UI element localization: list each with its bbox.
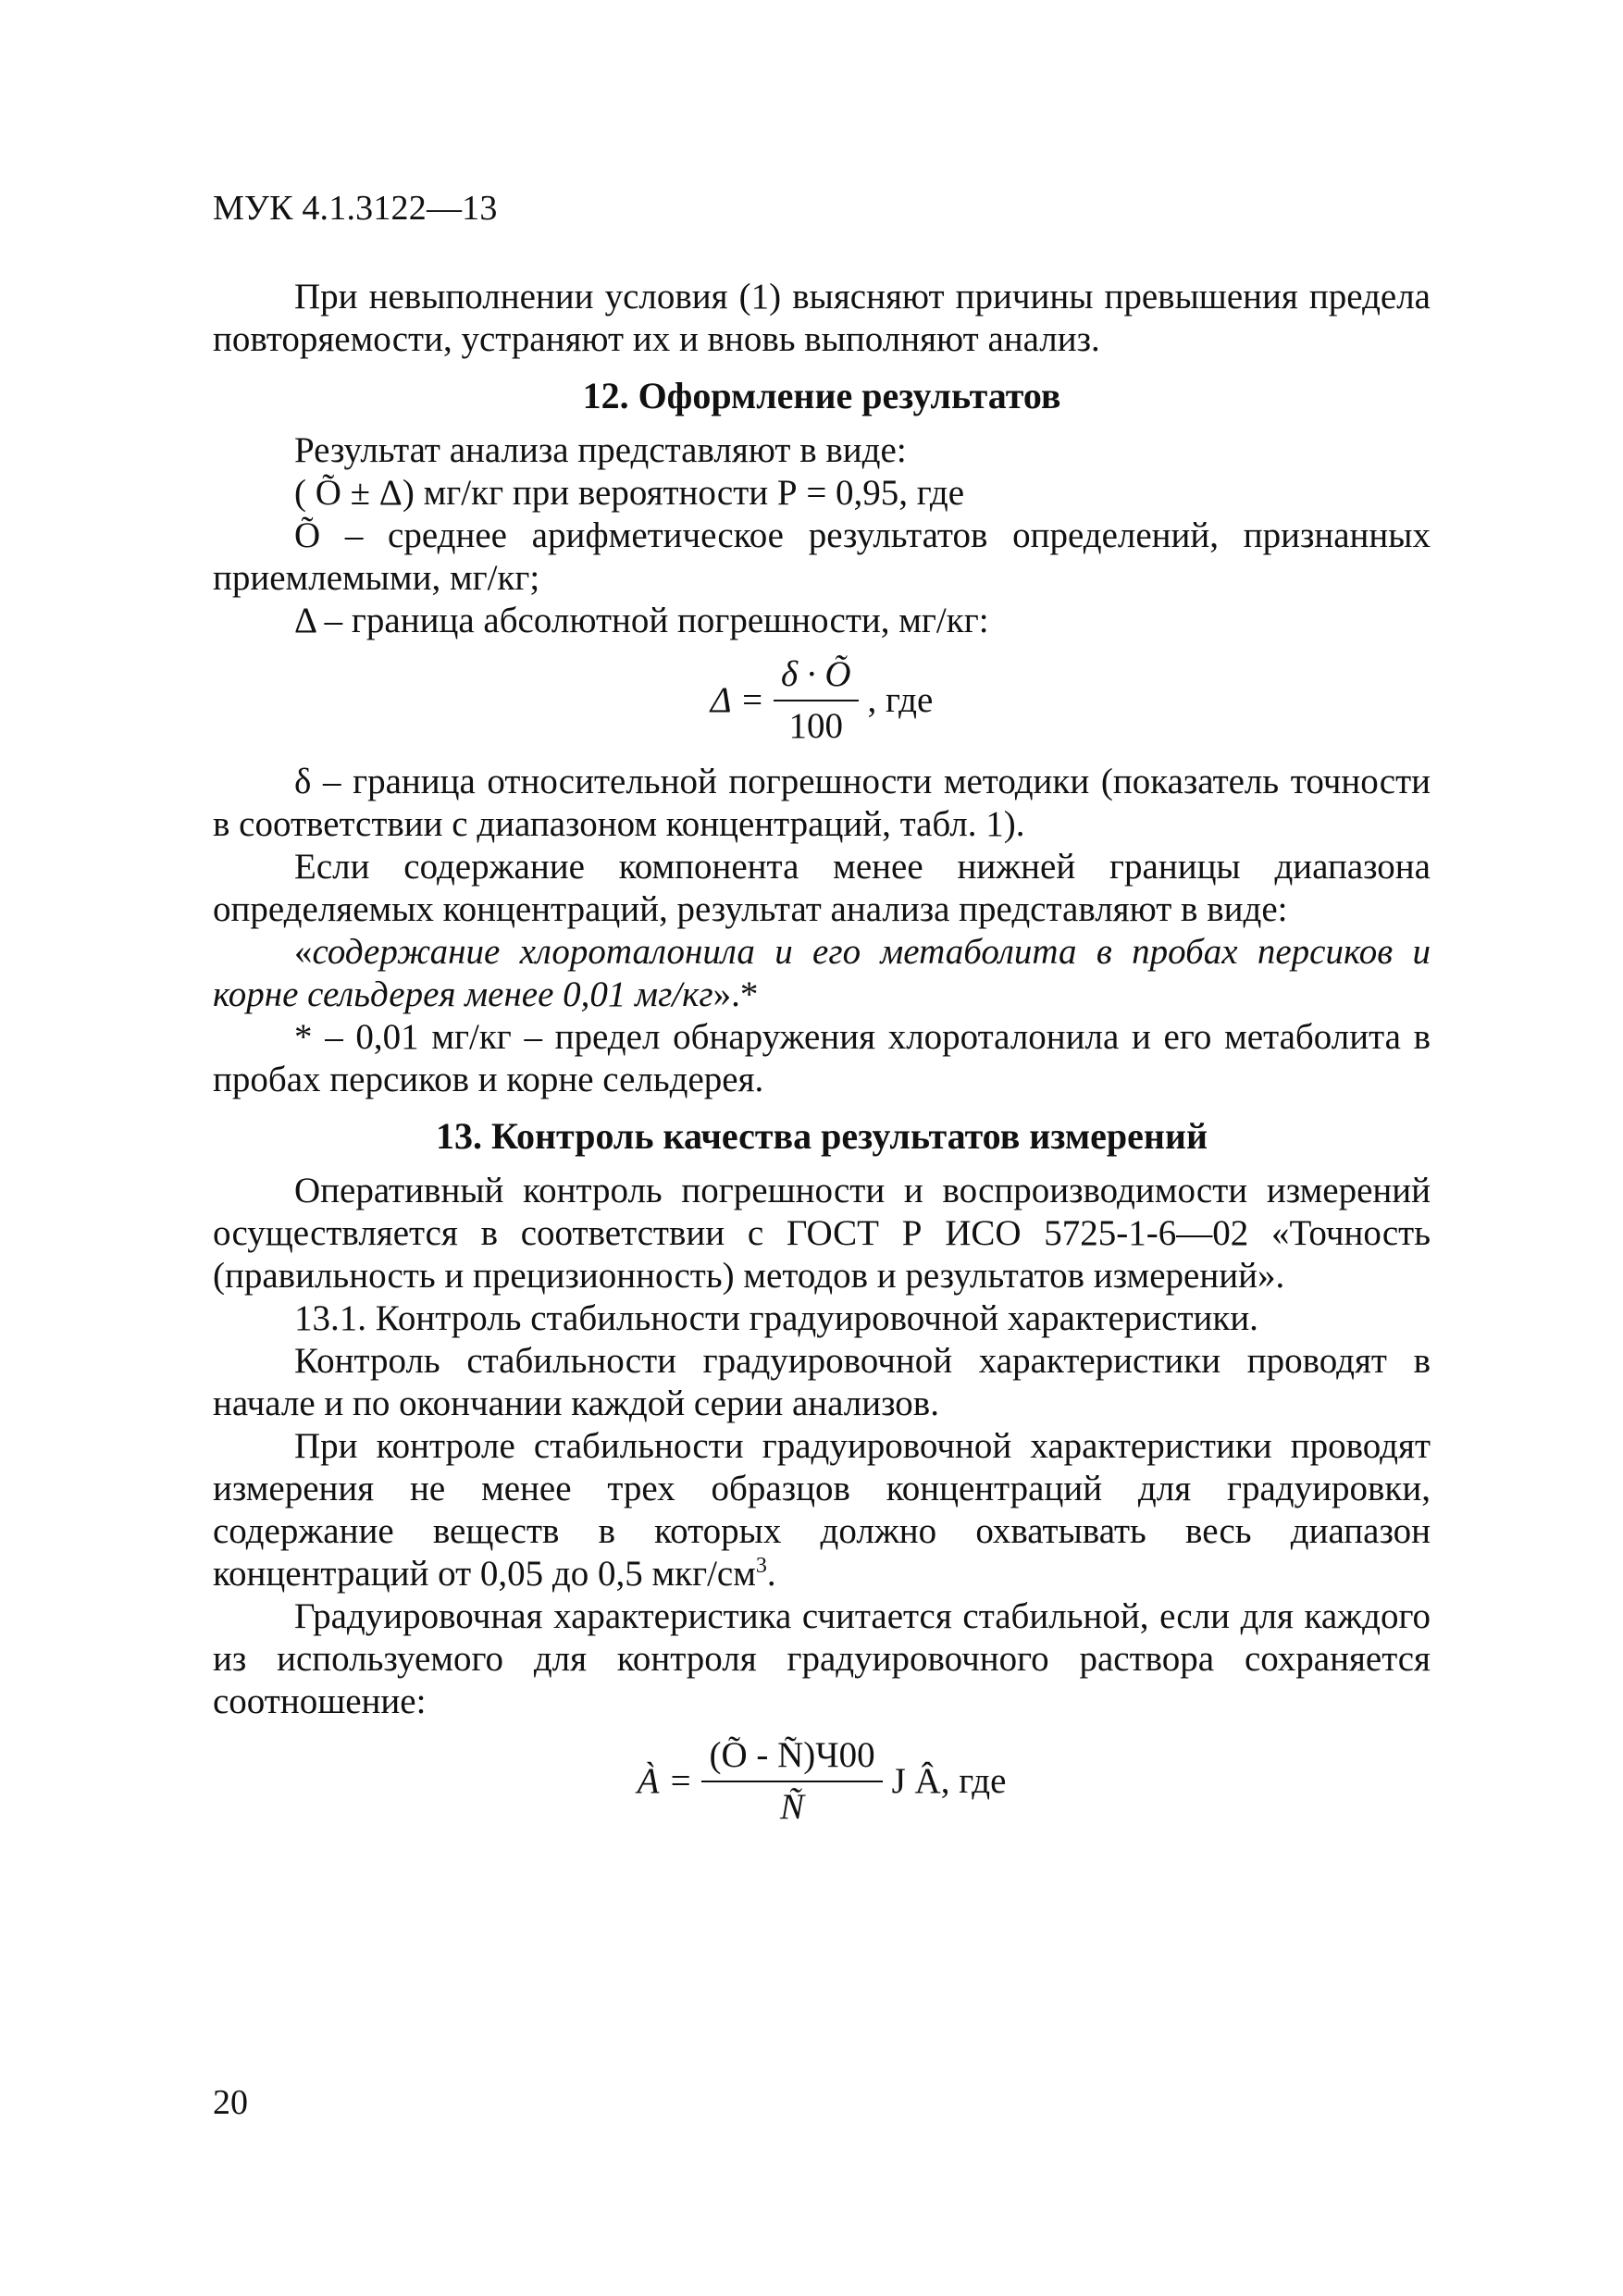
intro-paragraph: При невыполнении условия (1) выясняют причины превышения предела повторяемости, устраняют их и вновь выполняют анализ. (213, 277, 1431, 359)
s13-paragraph-3: Контроль стабильности градуировочной характеристики проводят в начале и по окончании каждой серии анализов. (213, 1341, 1431, 1423)
s12-paragraph-2: ( Õ ± Δ) мг/кг при вероятности Р = 0,95, где (294, 473, 965, 513)
formula-1-lhs: Δ = (710, 680, 764, 720)
formula-2-numerator: (Õ - Ñ)Ч00 (701, 1734, 882, 1782)
s13-paragraph-5: Градуировочная характеристика считается стабильной, если для каждого из используемого для контроля градуировочного раствора сохраняется соотношение: (213, 1596, 1431, 1721)
s13-p4-end: . (766, 1554, 776, 1594)
s12-paragraph-6: Если содержание компонента менее нижней границы диапазона определяемых концентраций, результат анализа представляют в виде: (213, 847, 1431, 929)
s12-footnote: * – 0,01 мг/кг – предел обнаружения хлороталонила и его метаболита в пробах персиков и корне сельдерея. (213, 1017, 1431, 1099)
formula-1-denominator: 100 (788, 706, 844, 746)
section-13-heading: 13. Контроль качества результатов измерений (436, 1115, 1208, 1157)
section-12-heading: 12. Оформление результатов (582, 375, 1061, 416)
quote-close: ».* (712, 974, 759, 1014)
formula-absolute-error (213, 653, 1431, 748)
formula-2-denominator: Ñ (780, 1787, 805, 1827)
s12-paragraph-4: Δ – граница абсолютной погрешности, мг/кг: (294, 601, 989, 640)
formula-2-tail: J Â, где (891, 1761, 1007, 1801)
s13-paragraph-2: 13.1. Контроль стабильности градуировочной характеристики. (294, 1298, 1258, 1338)
formula-2-fraction (701, 1734, 882, 1829)
s12-paragraph-5: δ – граница относительной погрешности методики (показатель точности в соответствии с диапазоном концентраций, табл. 1). (213, 762, 1431, 844)
s12-paragraph-7 (213, 931, 1431, 1016)
s13-paragraph-4 (213, 1425, 1431, 1595)
s12-paragraph-1: Результат анализа представляют в виде: (294, 430, 907, 470)
result-template-italic: содержание хлороталонила и его метаболита в пробах персиков и корне сельдерея менее 0,01 мг/кг (213, 932, 1431, 1014)
formula-2-lhs: À = (637, 1761, 693, 1801)
quote-open: « (294, 932, 313, 972)
formula-1-numerator: δ · Õ (774, 653, 859, 701)
s13-p4-text: При контроле стабильности градуировочной характеристики проводят измерения не менее трех образцов концентраций для градуировки, содержание веществ в которых должно охватывать весь диапазон концентраций от 0,05 до 0,5 мкг/см (213, 1426, 1431, 1594)
formula-1-fraction (774, 653, 859, 748)
formula-1-tail: , где (867, 680, 934, 720)
s13-p4-superscript: 3 (755, 1554, 767, 1578)
s13-paragraph-1: Оперативный контроль погрешности и воспроизводимости измерений осуществляется в соответствии с ГОСТ Р ИСО 5725-1-6—02 «Точность (правильность и прецизионность) методов и результатов измерений». (213, 1171, 1431, 1296)
s12-paragraph-3: Õ – среднее арифметическое результатов определений, признанных приемлемыми, мг/кг; (213, 515, 1431, 598)
page-number: 20 (213, 2083, 248, 2122)
page-content (213, 276, 1431, 1842)
document-code-header: МУК 4.1.3122—13 (213, 189, 498, 228)
formula-stability (213, 1734, 1431, 1829)
